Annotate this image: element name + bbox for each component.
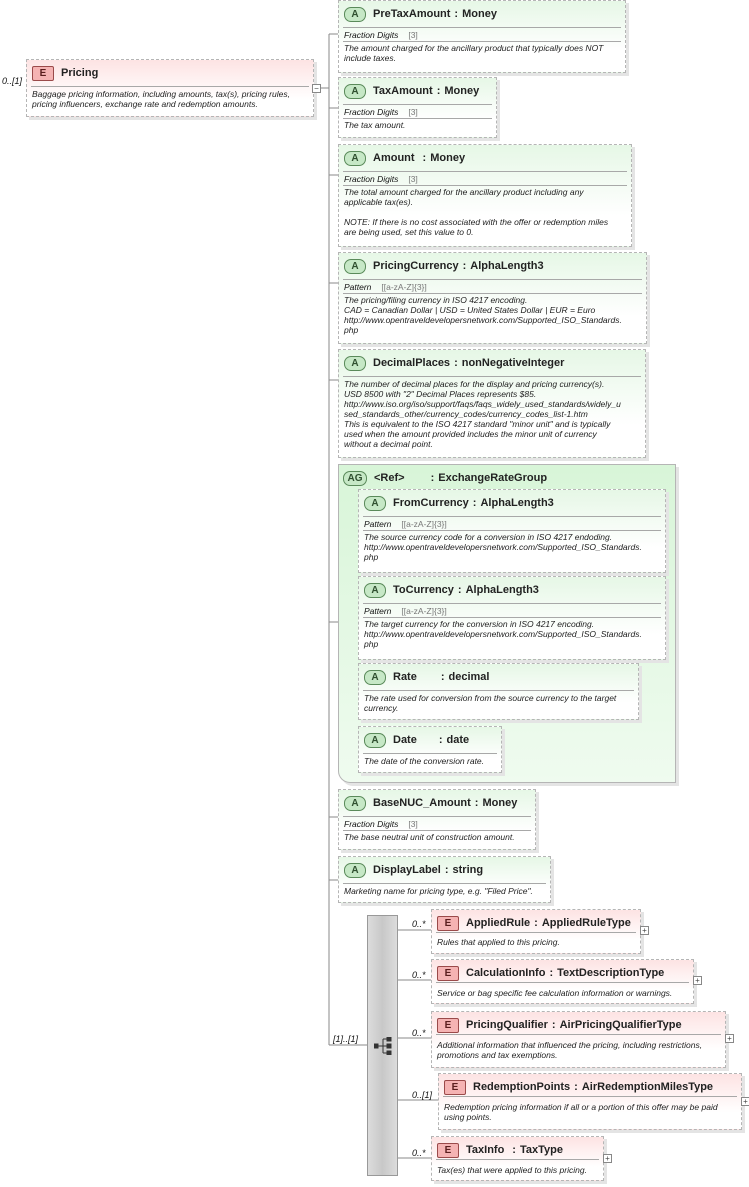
attribute-doc: The amount charged for the ancillary product that typically does NOT include taxes. <box>344 43 604 63</box>
divider <box>363 753 497 754</box>
attribute-tocurrency[interactable] <box>358 576 666 660</box>
facet-value: [3] <box>408 819 418 829</box>
divider <box>343 104 492 105</box>
attribute-doc: The tax amount. <box>344 120 406 130</box>
attribute-doc: The number of decimal places for the display and pricing currency(s). USD 8500 with "2" Decimal Places represents $85. http://www.iso.org/iso/support/faqs/faqs_widely_used_standards/widely_u sed_standards_other/currency_codes/currency_codes_list-1.htm This is equivalent to the ISO 4217 standard "minor unit" and is typically used when the amount provided includes the minor unit of currency without a decimal point. <box>344 379 621 449</box>
attribute-header: A Rate : decimal <box>364 668 489 686</box>
attribute-doc: The pricing/filing currency in ISO 4217 encoding. CAD = Canadian Dollar | USD = United States Dollar | EUR = Euro http://www.opentraveldevelopersnetwork.com/Supported_ISO_Standards. php <box>344 295 622 335</box>
element-cardinality: 0..* <box>412 919 426 929</box>
attribute-badge-icon: A <box>364 496 386 511</box>
facet-label: Fraction Digits <box>344 30 399 40</box>
expand-icon[interactable]: + <box>693 976 702 985</box>
expand-icon[interactable]: + <box>640 926 649 935</box>
sequence-icon <box>374 1037 392 1055</box>
facet-value: [3] <box>408 174 418 184</box>
element-name: TaxInfo <box>466 1144 505 1156</box>
divider <box>343 185 627 186</box>
attribute-name: ToCurrency <box>393 584 454 596</box>
divider <box>436 1159 599 1160</box>
element-doc: Rules that applied to this pricing. <box>437 937 560 947</box>
element-name: Pricing <box>61 67 99 79</box>
attribute-doc: The base neutral unit of construction amount. <box>344 832 515 842</box>
divider <box>343 816 531 817</box>
attribute-pricingcurrency[interactable] <box>338 252 647 344</box>
attribute-badge-icon: A <box>344 356 366 371</box>
attribute-displaylabel[interactable] <box>338 856 551 903</box>
group-header: AG <Ref> : ExchangeRateGroup <box>343 469 547 487</box>
element-taxinfo[interactable] <box>431 1136 604 1181</box>
element-doc: Baggage pricing information, including amounts, tax(s), pricing rules, pricing influencers, exchange rate and redemption amounts. <box>32 89 290 109</box>
attribute-header: A DecimalPlaces : nonNegativeInteger <box>344 354 564 372</box>
element-cardinality: 0..* <box>412 1028 426 1038</box>
attribute-name: BaseNUC_Amount <box>373 797 471 809</box>
attribute-doc: The date of the conversion rate. <box>364 756 485 766</box>
attribute-type: Money <box>444 85 480 97</box>
facet <box>344 282 427 292</box>
attribute-doc: The target currency for the conversion in ISO 4217 encoding. http://www.opentraveldevelopersnetwork.com/Supported_ISO_Standards. php <box>364 619 642 649</box>
attribute-type: date <box>446 734 470 746</box>
attribute-taxamount[interactable] <box>338 77 497 138</box>
attribute-name: FromCurrency <box>393 497 469 509</box>
sequence-cardinality: [1]..[1] <box>333 1034 359 1044</box>
element-doc: Redemption pricing information if all or a portion of this offer may be paid using points. <box>444 1102 718 1122</box>
attribute-header: A ToCurrency : AlphaLength3 <box>364 581 539 599</box>
attribute-badge-icon: A <box>364 583 386 598</box>
attribute-header: A Amount : Money <box>344 149 465 167</box>
attribute-type: AlphaLength3 <box>465 584 539 596</box>
attribute-header: A PreTaxAmount : Money <box>344 5 497 23</box>
attribute-type: AlphaLength3 <box>480 497 554 509</box>
expand-icon[interactable]: + <box>603 1154 612 1163</box>
attribute-type: Money <box>482 797 518 809</box>
element-redemptionpoints[interactable] <box>438 1073 742 1130</box>
attribute-header: A FromCurrency : AlphaLength3 <box>364 494 554 512</box>
divider <box>436 1034 721 1035</box>
element-name: PricingQualifier <box>466 1019 548 1031</box>
attribute-date[interactable] <box>358 726 502 773</box>
attribute-name: Rate <box>393 671 417 683</box>
divider <box>343 27 621 28</box>
attribute-header: A BaseNUC_Amount : Money <box>344 794 517 812</box>
element-pricingqualifier[interactable] <box>431 1011 726 1068</box>
facet-label: Fraction Digits <box>344 819 399 829</box>
element-badge-icon: E <box>437 966 459 981</box>
attribute-badge-icon: A <box>364 733 386 748</box>
pricing-element[interactable] <box>26 59 314 117</box>
attribute-doc: The total amount charged for the ancillary product including any applicable tax(es). NOTE: If there is no cost associated with the offer or redemption miles are being used, set this value to 0. <box>344 187 609 237</box>
attribute-badge-icon: A <box>344 259 366 274</box>
element-badge-icon: E <box>437 1018 459 1033</box>
divider <box>363 617 661 618</box>
divider <box>436 982 689 983</box>
divider <box>343 41 621 42</box>
facet <box>364 606 447 616</box>
attribute-group-badge-icon: AG <box>343 471 367 486</box>
element-doc: Service or bag specific fee calculation information or warnings. <box>437 988 673 998</box>
element-calculationinfo[interactable] <box>431 959 694 1004</box>
element-type: AirPricingQualifierType <box>559 1019 682 1031</box>
element-doc: Tax(es) that were applied to this pricing. <box>437 1165 587 1175</box>
element-header: E RedemptionPoints : AirRedemptionMilesType <box>444 1078 713 1096</box>
element-cardinality: 0..* <box>412 970 426 980</box>
attribute-name: DisplayLabel <box>373 864 441 876</box>
root-cardinality: 0..[1] <box>2 76 23 86</box>
element-badge-icon: E <box>437 1143 459 1158</box>
element-header: E PricingQualifier : AirPricingQualifierType <box>437 1016 682 1034</box>
attribute-type: decimal <box>448 671 490 683</box>
expand-icon[interactable]: + <box>741 1097 749 1106</box>
facet-label: Fraction Digits <box>344 107 399 117</box>
divider <box>343 376 641 377</box>
attribute-badge-icon: A <box>344 151 366 166</box>
facet <box>344 107 418 117</box>
divider <box>343 118 492 119</box>
facet-value: [3] <box>408 30 418 40</box>
attribute-decimalplaces[interactable] <box>338 349 646 458</box>
facet-label: Pattern <box>364 606 392 616</box>
element-name: AppliedRule <box>466 917 531 929</box>
divider <box>343 293 642 294</box>
sequence-compositor[interactable] <box>367 915 398 1176</box>
divider <box>443 1096 737 1097</box>
attribute-name: Amount <box>373 152 415 164</box>
divider <box>343 830 531 831</box>
facet <box>344 819 418 829</box>
facet-value: [3] <box>408 107 418 117</box>
element-type: AppliedRuleType <box>541 917 631 929</box>
attribute-badge-icon: A <box>364 670 386 685</box>
attribute-type: Money <box>430 152 466 164</box>
element-badge-icon: E <box>437 916 459 931</box>
attribute-badge-icon: A <box>344 863 366 878</box>
attribute-amount[interactable] <box>338 144 632 247</box>
element-header: E CalculationInfo : TextDescriptionType <box>437 964 664 982</box>
collapse-icon[interactable]: − <box>312 84 321 93</box>
group-type: ExchangeRateGroup <box>438 472 548 484</box>
element-type: TextDescriptionType <box>557 967 665 979</box>
facet-label: Fraction Digits <box>344 174 399 184</box>
element-cardinality: 0..* <box>412 1148 426 1158</box>
attribute-header: A Date : date <box>364 731 469 749</box>
attribute-type: AlphaLength3 <box>470 260 544 272</box>
attribute-type: Money <box>462 8 497 20</box>
attribute-name: PricingCurrency <box>373 260 459 272</box>
divider <box>343 883 546 884</box>
divider <box>363 516 661 517</box>
divider <box>363 603 661 604</box>
element-header: E TaxInfo : TaxType <box>437 1141 563 1159</box>
element-badge-icon: E <box>32 66 54 81</box>
element-header: E AppliedRule : AppliedRuleType <box>437 914 631 932</box>
attribute-badge-icon: A <box>344 84 366 99</box>
attribute-type: nonNegativeInteger <box>461 357 565 369</box>
attribute-type: string <box>452 864 484 876</box>
attribute-header: A DisplayLabel : string <box>344 861 483 879</box>
facet-value: [[a-zA-Z]{3}] <box>401 519 447 529</box>
facet <box>364 519 447 529</box>
element-type: AirRedemptionMilesType <box>581 1081 714 1093</box>
attribute-rate[interactable] <box>358 663 639 720</box>
element-appliedrule[interactable] <box>431 909 641 954</box>
attribute-pretaxamount[interactable] <box>338 0 626 73</box>
divider <box>31 86 309 87</box>
facet <box>344 174 418 184</box>
element-cardinality: 0..[1] <box>412 1090 433 1100</box>
facet-label: Pattern <box>364 519 392 529</box>
divider <box>436 932 636 933</box>
divider <box>363 690 634 691</box>
facet <box>344 30 418 40</box>
divider <box>363 530 661 531</box>
attribute-doc: Marketing name for pricing type, e.g. "Filed Price". <box>344 886 533 896</box>
attribute-name: TaxAmount <box>373 85 433 97</box>
divider <box>343 279 642 280</box>
facet-value: [[a-zA-Z]{3}] <box>381 282 427 292</box>
divider <box>343 171 627 172</box>
expand-icon[interactable]: + <box>725 1034 734 1043</box>
element-name: RedemptionPoints <box>473 1081 571 1093</box>
attribute-name: DecimalPlaces <box>373 357 451 369</box>
element-name: CalculationInfo <box>466 967 546 979</box>
facet-label: Pattern <box>344 282 372 292</box>
attribute-fromcurrency[interactable] <box>358 489 666 573</box>
attribute-header: A TaxAmount : Money <box>344 82 479 100</box>
facet-value: [[a-zA-Z]{3}] <box>401 606 447 616</box>
attribute-badge-icon: A <box>344 796 366 811</box>
attribute-header: A PricingCurrency : AlphaLength3 <box>344 257 544 275</box>
attribute-doc: The source currency code for a conversion in ISO 4217 endoding. http://www.opentraveldevelopersnetwork.com/Supported_ISO_Standards. php <box>364 532 642 562</box>
group-ref: <Ref> <box>374 472 405 484</box>
attribute-badge-icon: A <box>344 7 366 22</box>
attribute-name: PreTaxAmount <box>373 8 451 20</box>
pricing-header <box>32 64 98 82</box>
element-doc: Additional information that influenced the pricing, including restrictions, promotions and tax exemptions. <box>437 1040 703 1060</box>
element-type: TaxType <box>519 1144 563 1156</box>
element-badge-icon: E <box>444 1080 466 1095</box>
attribute-basenuc-amount[interactable] <box>338 789 536 850</box>
attribute-doc: The rate used for conversion from the source currency to the target currency. <box>364 693 617 713</box>
attribute-name: Date <box>393 734 417 746</box>
